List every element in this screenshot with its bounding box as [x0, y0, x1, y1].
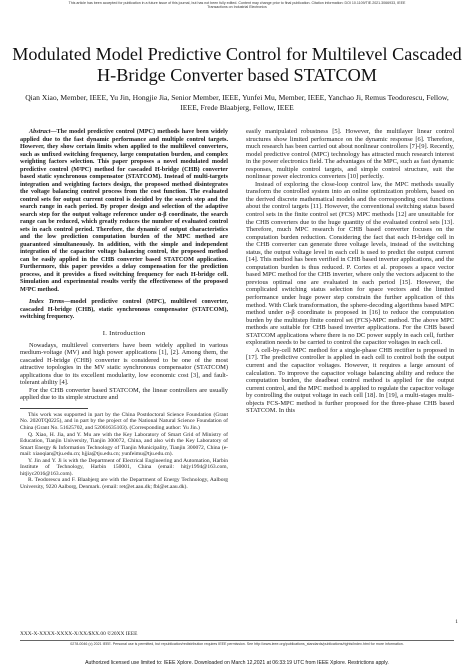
abstract-body: —The model predictive control (MPC) methods have been widely applied due to the fast dynamic performance and multiple control targets. However, they show certain limits when applied to the multilevel converters, such as unfixed switching frequency, large computation burden, and complex weighting factors selection. This paper proposes a novel modulated model predictive control (M²PC) method for cascaded H-bridge (CHB) converter based static synchronous compensator (STATCOM). Instead of multi-targets integration and weighting factors design, the proposed method disintegrates the voltage balancing control process from the cost function. The evaluated control sets for output current control is decided by the search step and the search range in each period. By proper design and selection of the adaptive search step for the output voltage reference under α-β coordinate, the search range can be reduced, which greatly reduces the number of evaluated control sets in each control period. Therefore, the dynamic of output characteristics and the low prediction computation burden of the MPC method are guaranteed simultaneously. In addition, with the simple and independent integration of the capacitor voltage balancing control, the proposed method can be easily applied in the CHB converter based STATCOM application. Furthermore, this paper provides a delay compensation for the prediction process, and it provides a fixed switching frequency for each H-bridge cell. Simulation and experimental results verify the effectiveness of the proposed M²PC method. — [20, 128, 228, 293]
copyright-note: 0278-0046 (c) 2021 IEEE. Personal use is permitted, but republication/redistribution requires IEEE permission. See http://www.ieee.org/publications_standards/publications/rights/index.html for more information. — [70, 642, 404, 646]
index-terms-body: —model predictive control (MPC), multilevel converter, cascaded H-bridge (CHB), static synchronous compensator (STATCOM), switching frequency. — [20, 298, 228, 320]
left-column — [20, 128, 228, 490]
abstract — [20, 128, 228, 293]
bottom-divider — [20, 640, 454, 641]
paper-title: Modulated Model Predictive Control for Multilevel Cascaded H-Bridge Converter based STATCOM — [12, 44, 462, 85]
footnote: Q. Xiao, H. Jia, and Y. Mu are with the Key Laboratory of Smart Grid of Ministry of Education, Tianjin University, Tianjin 300072, China, and also with the Key Laboratory of Smart Energy & Information Technology of Tianjin Municipality, Tianjin 300072, China (e-mail: xiaoqian@tju.edu.cn; hjjia@tju.edu.cn; yunfeimu@tju.edu.cn). — [20, 431, 228, 458]
body-paragraph: A cell-by-cell MPC method for a single-phase CHB rectifier is proposed in [17]. The predictive controller is applied in each cell to control both the output current and the capacitor voltages. However, it requires a large amount of calculation. To improve the capacitor voltage balancing ability and reduce the computation burden, the deadbeat control method is applied for the output current control, and the MPC method is applied to regulate the capacitor voltage by controlling the output voltage in each cell [18]. In [19], a multi-stages multi-objects FCS-MPC method is further proposed for the three-phase CHB based STATCOM. In this — [246, 346, 454, 415]
footnote: R. Teodorescu and F. Blaabjerg are with the Department of Energy Technology, Aalborg University, 9220 Aalborg, Denmark. (email: ret@et.aau.dk; fbl@et.aau.dk). — [20, 477, 228, 490]
authorized-use-note: Authorized licensed use limited to: IEEE Xplore. Downloaded on March 12,2021 at 06:33:19 UTC from IEEE Xplore. Restrictions apply. — [85, 660, 389, 666]
body-paragraph: Instead of exploring the close-loop control law, the MPC methods usually transform the controlled system into an online optimization problem, based on the derived discrete mathematical models and the corresponding cost functions about the control targets [11]. However, the conventional switching status based control sets in the finite control set (FCS) MPC methods [12] are unsuitable for the CHB converters due to the huge quantity of the evaluated control sets [13]. Therefore, much MPC research for CHB based converter focuses on the computation burden reduction. Considering the fact that each H-bridge cell in the CHB converter can generate three voltage levels, instead of the switching status, the output voltage level in each cell is used to predict the output current [14]. This method has been verified in CHB based inverter applications, and the computation burden is thus reduced. P. Cortes et al. proposes a space vector based MPC method for the CHB inverter, where only the vectors adjacent to the previous optimal one are evaluated in each period [15]. However, the complicated switching status selection for space vectors and the limited performance under huge power step constrain the further application of this method. With Clark transformation, the sphere-decoding algorithms based MPC method under α-β coordinate is proposed in [16] to reduce the computation burden by the multistep finite control set (FCS)-MPC method. The above MPC methods are suitable for CHB based inverter applications. For the CHB based STATCOM applications where there is no DC power supply in each cell, further exploration needs to be carried to control the capacitor voltages in each cell. — [246, 180, 454, 347]
issn-line: XXX-X-XXXX-XXXX-X/XX/$XX.00 ©20XX IEEE — [20, 631, 138, 637]
banner-line-1: This article has been accepted for publication in a future issue of this journal, but has not been fully edited. Content may change prior to final publication. Citation information: DOI 10.1109/TIE.2021.3066933, IEEE — [68, 1, 406, 5]
footnote: This work was supported in part by the China Postdoctoral Science Foundation (Grant No. 2020TQ0225), and in part by the project of the National Natural Science Foundation of China (Grant No. 51625702, and 52061635103). (Corresponding author: Yu Jin.) — [20, 411, 228, 431]
footnote: Y. Jin and Y. Ji is with the Department of Electrical Engineering and Automation, Harbin Institute of Technology, Harbin 150001, China (email: hitjy1994@163.com, hitjiyc2016@163.com). — [20, 457, 228, 477]
body-paragraph: easily manipulated robustness [5]. However, the multilayer linear control structures show limited performance on the dynamic response [6]. Therefore, much research has been carried out about nonlinear controllers [7]-[9]. Recently, model predictive control (MPC) technology has attracted much research interest in the power electronics field. The advantages of the MPC, such as fast dynamic responses, multiple control targets, and simple control structure, suit the nonlinear power electronics converters [10] perfectly. — [246, 128, 454, 181]
page-number: 1 — [455, 619, 458, 625]
author-list: Qian Xiao, Member, IEEE, Yu Jin, Hongjie Jia, Senior Member, IEEE, Yunfei Mu, Member, IEEE, Yanchao Ji, Remus Teodorescu, Fellow, IEEE, Frede Blaabjerg, Fellow, IEEE — [25, 93, 449, 112]
index-terms — [20, 298, 228, 321]
footnote-divider — [20, 408, 88, 409]
journal-banner — [0, 1, 474, 10]
banner-line-2: Transactions on Industrial Electronics — [207, 5, 267, 10]
index-terms-lead: Index Terms — [29, 298, 65, 305]
section-heading-introduction: I. Introduction — [102, 329, 146, 337]
right-column — [246, 128, 454, 415]
body-paragraph: For the CHB converter based STATCOM, the linear controllers are usually applied due to its simple structure and — [20, 386, 228, 402]
body-paragraph: Nowadays, multilevel converters have been widely applied in various medium-voltage (MV) and high power applications [1], [2]. Among them, the cascaded H-bridge (CHB) converter is considered to be one of the most attractive topologies in the MV static synchronous compensator (STATCOM) applications due to its excellent modularity, low economic cost [3], and fault-tolerant ability [4]. — [20, 341, 228, 387]
abstract-lead: Abstract — [29, 128, 51, 135]
